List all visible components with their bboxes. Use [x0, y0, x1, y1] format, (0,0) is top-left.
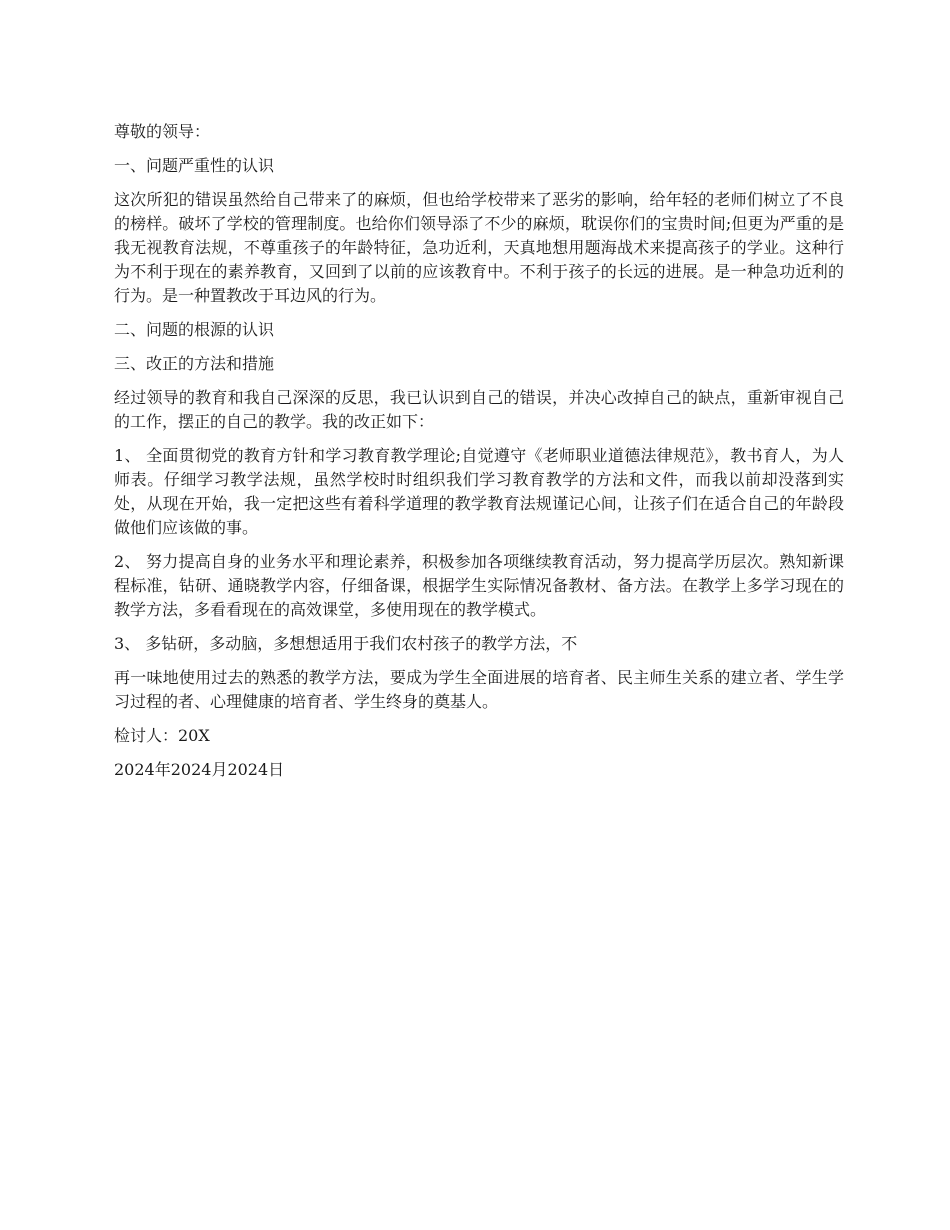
list-item-2: 2、 努力提高自身的业务水平和理论素养，积极参加各项继续教育活动，努力提高学历层次。熟知新课程标准，钻研、通晓教学内容，仔细备课，根据学生实际情况备教材、备方法。在教学上多学习现在的教学方法，多看看现在的高效课堂，多使用现在的教学模式。	[114, 552, 844, 619]
paragraph-1: 这次所犯的错误虽然给自己带来了的麻烦，但也给学校带来了恶劣的影响，给年轻的老师们树立了不良的榜样。破坏了学校的管理制度。也给你们领导添了不少的麻烦，耽误你们的宝贵时间;但更为严重的是我无视教育法规，不尊重孩子的年龄特征，急功近利，天真地想用题海战术来提高孩子的学业。这种行为不利于现在的素养教育，又回到了以前的应该教育中。不利于孩子的长远的进展。是一种急功近利的行为。是一种置教改于耳边风的行为。	[114, 190, 844, 305]
salutation: 尊敬的领导：	[114, 122, 211, 141]
paragraph-3: 再一味地使用过去的熟悉的教学方法，要成为学生全面进展的培育者、民主师生关系的建立者、学生学习过程的者、心理健康的培育者、学生终身的奠基人。	[114, 668, 844, 711]
list-item-3: 3、 多钻研，多动脑，多想想适用于我们农村孩子的教学方法，不	[114, 634, 578, 653]
list-item-1: 1、 全面贯彻党的教育方针和学习教育教学理论;自觉遵守《老师职业道德法律规范》，教书育人，为人师表。仔细学习教学法规，虽然学校时时组织我们学习教育教学的方法和文件，而我以前却没落到实处，从现在开始，我一定把这些有着科学道理的教学教育法规谨记心间，让孩子们在适合自己的年龄段做他们应该做的事。	[114, 446, 844, 537]
section-heading-2: 二、问题的根源的认识	[114, 320, 275, 339]
signature: 检讨人：20X	[114, 726, 210, 745]
section-heading-3: 三、改正的方法和措施	[114, 354, 275, 373]
document-page	[114, 120, 844, 792]
date: 2024年2024月2024日	[114, 760, 285, 779]
section-heading-1: 一、问题严重性的认识	[114, 156, 275, 175]
paragraph-2: 经过领导的教育和我自己深深的反思，我已认识到自己的错误，并决心改掉自己的缺点，重新审视自己的工作，摆正的自己的教学。我的改正如下：	[114, 388, 844, 431]
